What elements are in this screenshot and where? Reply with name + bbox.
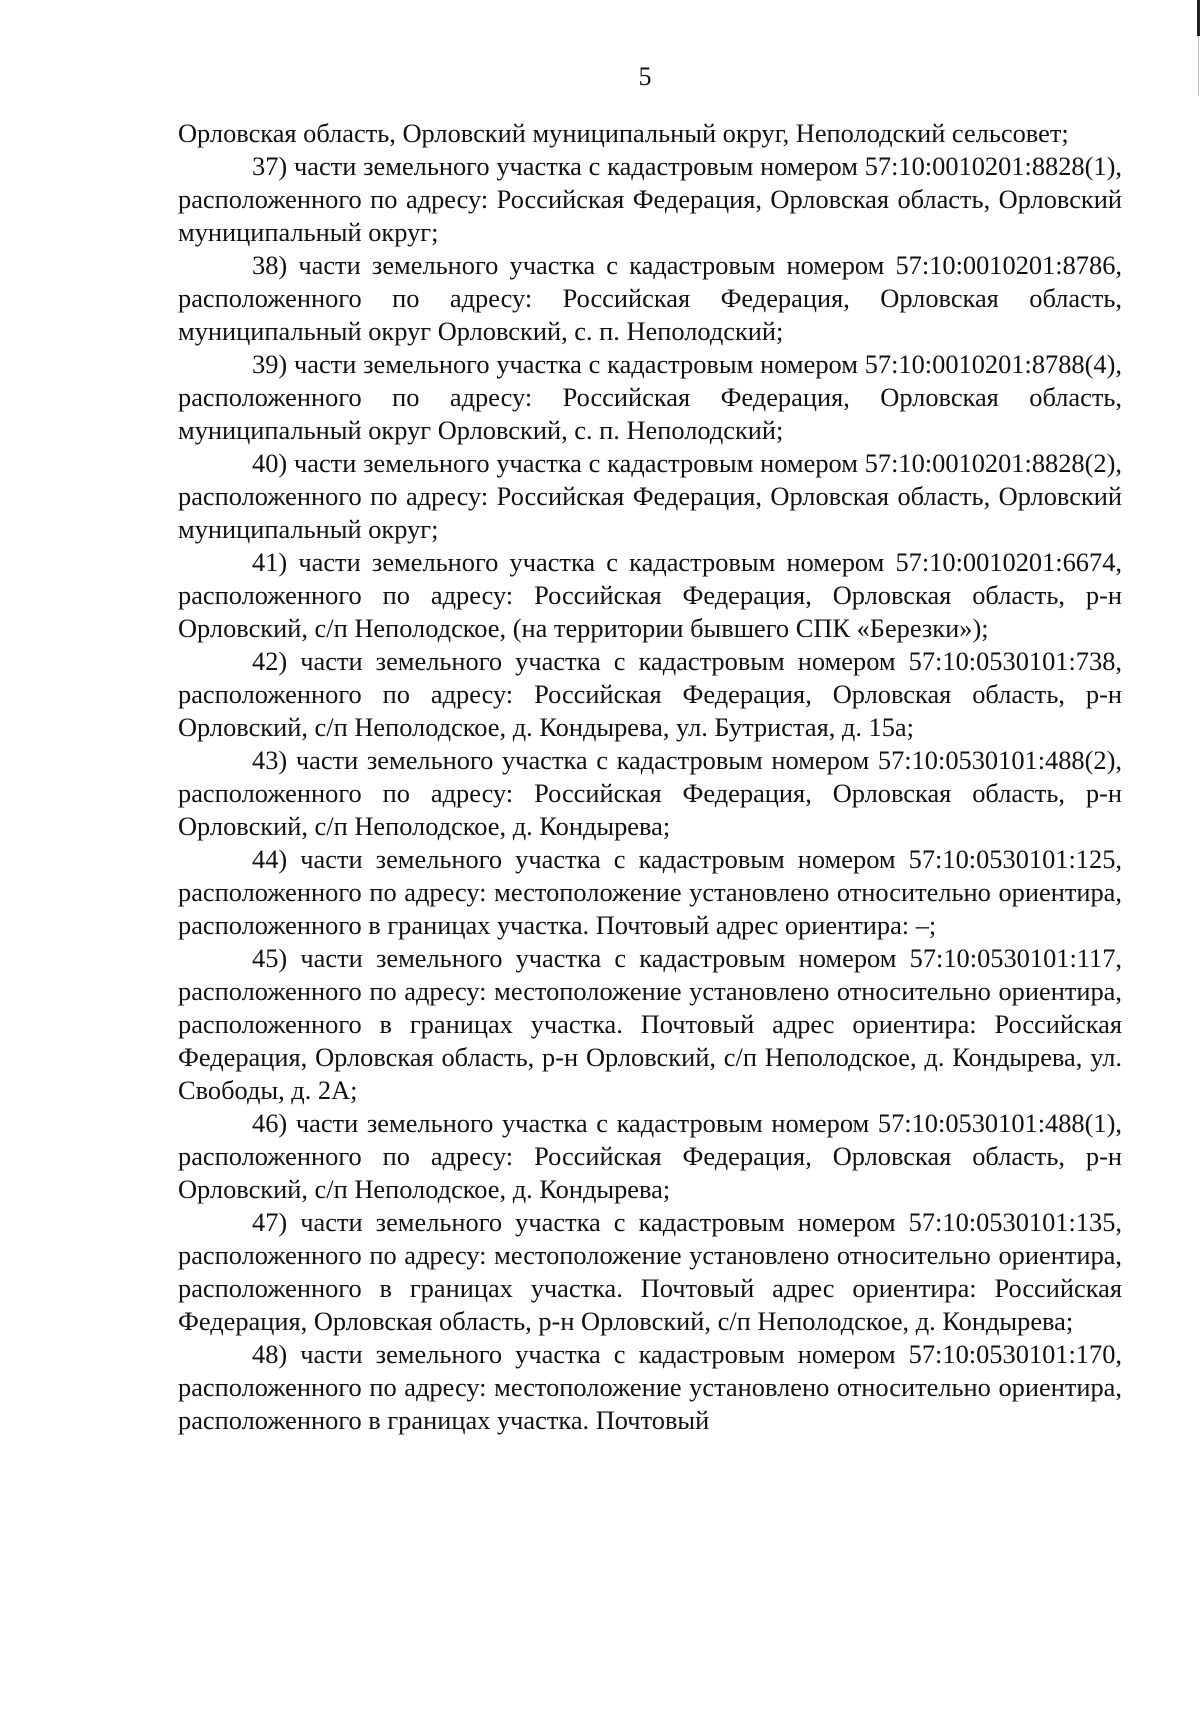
page-number: 5: [638, 62, 652, 91]
list-item-43: 43) части земельного участка с кадастровым номером 57:10:0530101:488(2), расположенного по адресу: Российская Федерация, Орловская область, р-н Орловский, с/п Неполодское, д. Кондырева;: [178, 745, 1122, 841]
list-item-44: 44) части земельного участка с кадастровым номером 57:10:0530101:125, расположенного по адресу: местоположение установлено относительно ориентира, расположенного в границах участка. Почтовый адрес ориентира: –;: [178, 844, 1122, 940]
paragraph-intro: Орловская область, Орловский муниципальный округ, Неполодский сельсовет;: [178, 118, 1069, 148]
list-item-45: 45) части земельного участка с кадастровым номером 57:10:0530101:117, расположенного по адресу: местоположение установлено относительно ориентира, расположенного в границах участка. Почтовый адрес ориентира: Российская Федерация, Орловская область, р-н Орловский, с/п Неполодское, д. Кондырева, ул. Свободы, д. 2А;: [178, 943, 1122, 1105]
list-item-47: 47) части земельного участка с кадастровым номером 57:10:0530101:135, расположенного по адресу: местоположение установлено относительно ориентира, расположенного в границах участка. Почтовый адрес ориентира: Российская Федерация, Орловская область, р-н Орловский, с/п Неполодское, д. Кондырева;: [178, 1207, 1122, 1336]
list-item-37: 37) части земельного участка с кадастровым номером 57:10:0010201:8828(1), расположенного по адресу: Российская Федерация, Орловская область, Орловский муниципальный округ;: [178, 151, 1122, 247]
list-item-42: 42) части земельного участка с кадастровым номером 57:10:0530101:738, расположенного по адресу: Российская Федерация, Орловская область, р-н Орловский, с/п Неполодское, д. Кондырева, ул. Бутристая, д. 15а;: [178, 646, 1122, 742]
list-item-46: 46) части земельного участка с кадастровым номером 57:10:0530101:488(1), расположенного по адресу: Российская Федерация, Орловская область, р-н Орловский, с/п Неполодское, д. Кондырева;: [178, 1108, 1122, 1204]
list-item-40: 40) части земельного участка с кадастровым номером 57:10:0010201:8828(2), расположенного по адресу: Российская Федерация, Орловская область, Орловский муниципальный округ;: [178, 448, 1122, 544]
list-item-38: 38) части земельного участка с кадастровым номером 57:10:0010201:8786, расположенного по адресу: Российская Федерация, Орловская область, муниципальный округ Орловский, с. п. Неполодский;: [178, 250, 1122, 346]
list-item-48: 48) части земельного участка с кадастровым номером 57:10:0530101:170, расположенного по адресу: местоположение установлено относительно ориентира, расположенного в границах участка. Почтовый: [178, 1339, 1122, 1435]
document-body: [178, 117, 1122, 1437]
list-item-41: 41) части земельного участка с кадастровым номером 57:10:0010201:6674, расположенного по адресу: Российская Федерация, Орловская область, р-н Орловский, с/п Неполодское, (на территории бывшего СПК «Березки»);: [178, 547, 1122, 643]
list-item-39: 39) части земельного участка с кадастровым номером 57:10:0010201:8788(4), расположенного по адресу: Российская Федерация, Орловская область, муниципальный округ Орловский, с. п. Неполодский;: [178, 349, 1122, 445]
